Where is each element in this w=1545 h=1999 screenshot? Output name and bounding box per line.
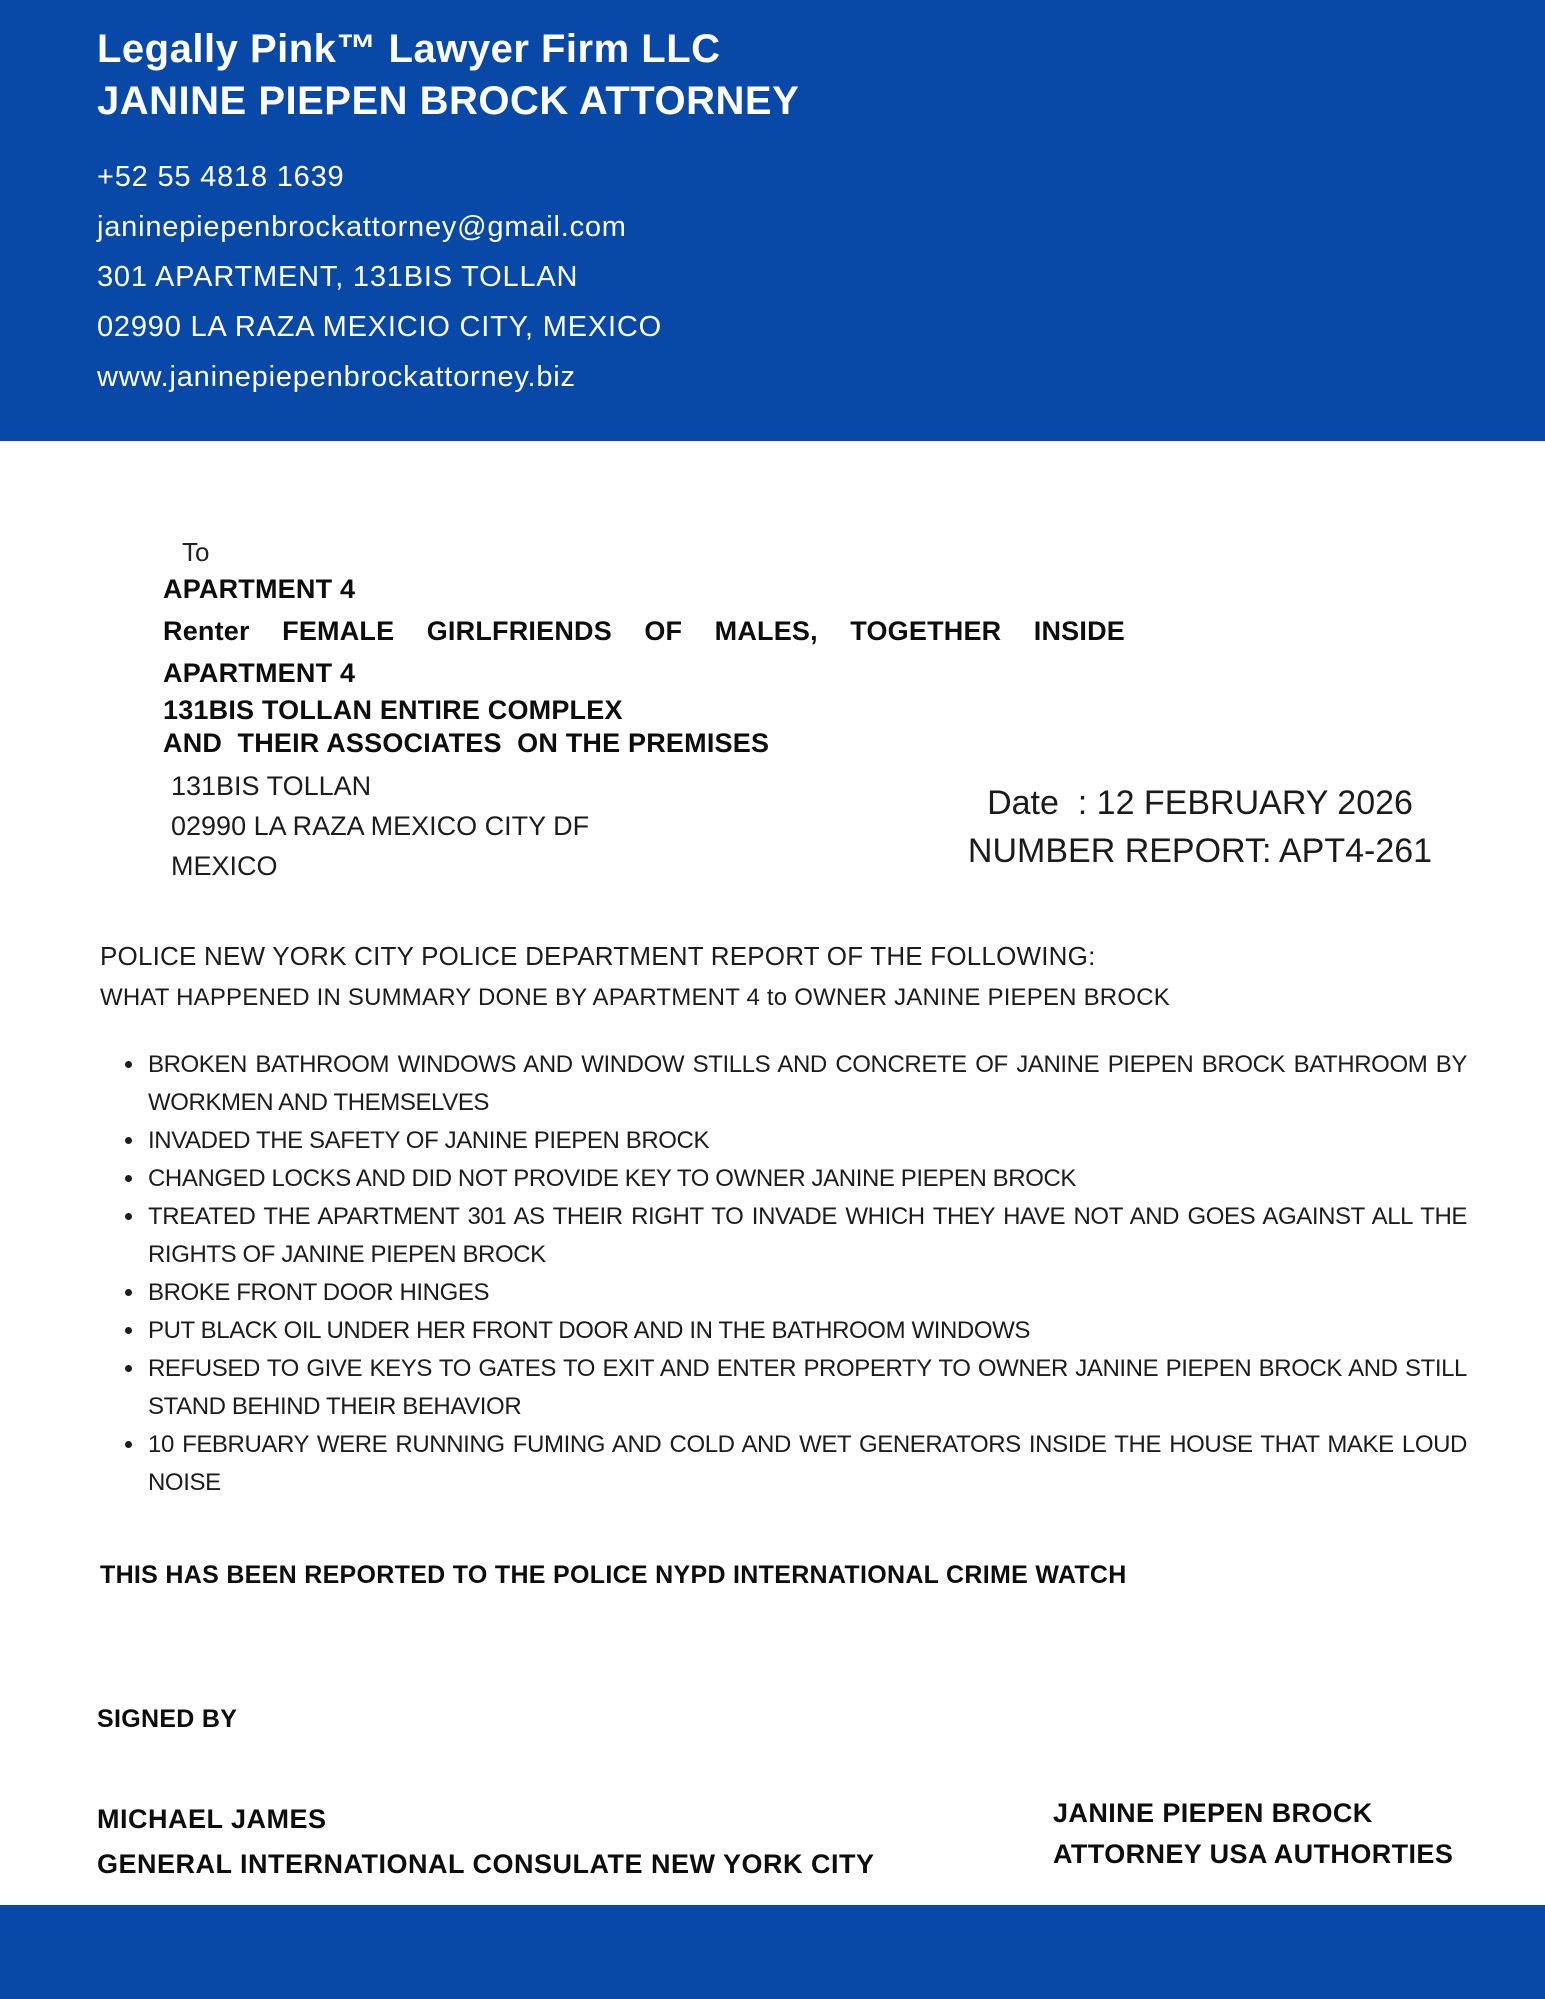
- letterhead-content: [0, 0, 1545, 402]
- incident-item: • PUT BLACK OIL UNDER HER FRONT DOOR AND IN THE BATHROOM WINDOWS: [146, 1312, 1467, 1350]
- email-address: janinepiepenbrockattorney@gmail.com: [97, 210, 627, 243]
- reported-statement: THIS HAS BEEN REPORTED TO THE POLICE NYPD INTERNATIONAL CRIME WATCH: [100, 1561, 1127, 1589]
- complex-line-2: AND THEIR ASSOCIATES ON THE PREMISES: [163, 728, 770, 758]
- incident-list: [100, 1046, 1467, 1502]
- phone-number: +52 55 4818 1639: [97, 160, 345, 193]
- letterhead-contact-block: [97, 152, 1505, 402]
- incident-item: • CHANGED LOCKS AND DID NOT PROVIDE KEY TO OWNER JANINE PIEPEN BROCK: [146, 1160, 1467, 1198]
- report-date: Date : 12 FEBRUARY 2026: [987, 784, 1413, 822]
- recipient-name-line-2: APARTMENT 4: [163, 658, 356, 688]
- recipient-name-line: APARTMENT 4: [163, 574, 356, 604]
- renter-line: Renter FEMALE GIRLFRIENDS OF MALES, TOGETHER INSIDE: [163, 616, 1125, 646]
- incident-item: • REFUSED TO GIVE KEYS TO GATES TO EXIT AND ENTER PROPERTY TO OWNER JANINE PIEPEN BROCK AND STILL STAND BEHIND THEIR BEHAVIOR: [146, 1350, 1467, 1426]
- city-address: 02990 LA RAZA MEXICIO CITY, MEXICO: [97, 310, 662, 343]
- street-address: 301 APARTMENT, 131BIS TOLLAN: [97, 260, 579, 293]
- report-number: NUMBER REPORT: APT4-261: [967, 832, 1433, 870]
- incident-item: • BROKE FRONT DOOR HINGES: [146, 1274, 1467, 1312]
- recipient-address-line-3: MEXICO: [171, 851, 278, 881]
- incident-item: • 10 FEBRUARY WERE RUNNING FUMING AND COLD AND WET GENERATORS INSIDE THE HOUSE THAT MAKE LOUD NOISE: [146, 1426, 1467, 1502]
- signatory-name: JANINE PIEPEN BROCK: [1053, 1798, 1373, 1828]
- signatory-title: ATTORNEY USA AUTHORTIES: [1053, 1839, 1454, 1869]
- report-title: POLICE NEW YORK CITY POLICE DEPARTMENT REPORT OF THE FOLLOWING:: [100, 941, 1096, 971]
- incident-item: • BROKEN BATHROOM WINDOWS AND WINDOW STILLS AND CONCRETE OF JANINE PIEPEN BROCK BATHROOM BY WORKMEN AND THEMSELVES: [146, 1046, 1467, 1122]
- recipient-address-line-2: 02990 LA RAZA MEXICO CITY DF: [171, 811, 590, 841]
- signed-by-label: SIGNED BY: [97, 1705, 238, 1733]
- signature-left: [97, 1797, 875, 1887]
- signatory-title: GENERAL INTERNATIONAL CONSULATE NEW YORK CITY: [97, 1849, 875, 1879]
- report-meta-block: [955, 779, 1445, 875]
- report-subtitle: WHAT HAPPENED IN SUMMARY DONE BY APARTMENT 4 to OWNER JANINE PIEPEN BROCK: [100, 984, 1170, 1011]
- incident-item: • INVADED THE SAFETY OF JANINE PIEPEN BROCK: [146, 1122, 1467, 1160]
- firm-name: Legally Pink™ Lawyer Firm LLC: [97, 27, 721, 71]
- signatory-name: MICHAEL JAMES: [97, 1804, 327, 1834]
- footer-bar: [0, 1905, 1545, 1999]
- signature-right: [1053, 1793, 1453, 1875]
- website-url: www.janinepiepenbrockattorney.biz: [97, 360, 576, 393]
- letterhead: [0, 0, 1545, 441]
- attorney-name: JANINE PIEPEN BROCK ATTORNEY: [97, 79, 800, 123]
- to-label: To: [182, 537, 210, 567]
- recipient-address-line-1: 131BIS TOLLAN: [171, 771, 372, 801]
- complex-line-1: 131BIS TOLLAN ENTIRE COMPLEX: [163, 695, 623, 725]
- incident-item: • TREATED THE APARTMENT 301 AS THEIR RIGHT TO INVADE WHICH THEY HAVE NOT AND GOES AGAINST ALL THE RIGHTS OF JANINE PIEPEN BROCK: [146, 1198, 1467, 1274]
